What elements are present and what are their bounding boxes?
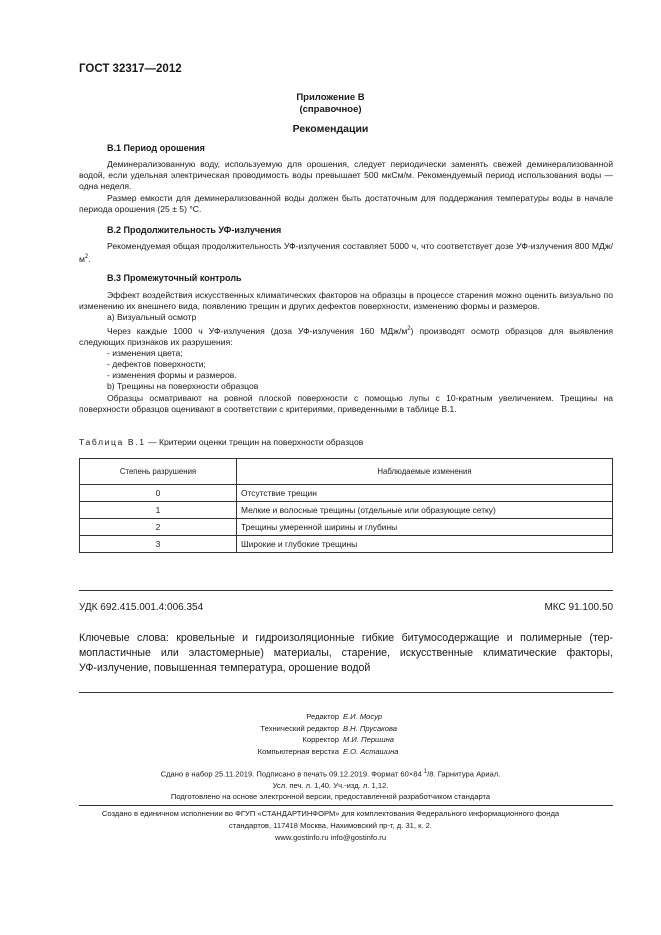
keywords-line-1: Ключевые слова: кровельные и гидроизоляционные гибкие битумосодержащие и полимерные (тер- — [79, 632, 613, 644]
mks-code: МКС 91.100.50 — [544, 602, 613, 613]
list-item: - изменения формы и размеров. — [107, 370, 237, 381]
printing-line-1: Сдано в набор 25.11.2019. Подписано в печать 09.12.2019. Формат 60×84 $^1$/8. Гарнитура Ариал. — [160, 769, 501, 779]
keywords-line-2: мопластичные или эластомерные) материалы, старение, искусственные климатические факторы, — [79, 647, 613, 659]
table-header-row — [80, 459, 613, 485]
section-b3-paragraph-1: Эффект воздействия искусственных климатических факторов на образцы в процессе старения можно оценить визуально по изменению их внешнего вида, появлению трещин и других дефектов поверхности, изменению формы и размеров. — [79, 290, 613, 312]
keywords — [79, 631, 613, 676]
section-b2-body — [79, 241, 613, 265]
publisher-line-2: стандартов, 117418 Москва, Нахимовский пр-т, д. 31, к. 2. — [229, 821, 432, 831]
section-b3-item-b: b) Трещины на поверхности образцов — [107, 381, 259, 392]
table-header-degree: Степень разрушения — [80, 459, 237, 485]
section-b3-title: В.3 Промежуточный контроль — [107, 273, 242, 283]
publisher-divider — [79, 805, 613, 806]
section-b3-paragraph-2: Через каждые 1000 ч УФ-излучения (доза УФ-излучения 160 МДж/$м^2$) производят осмотр образцов для выявления следующих признаков их разрушения: — [79, 325, 613, 347]
table-cell-degree: 2 — [80, 519, 237, 536]
section-b1-body — [79, 159, 613, 215]
table-cell-degree: 1 — [80, 502, 237, 519]
list-item: - дефектов поверхности; — [107, 359, 206, 370]
credit-line: Корректор М.И. Першина — [302, 735, 394, 745]
table-cell-changes: Трещины умеренной ширины и глубины — [237, 519, 613, 536]
footer-divider-top — [79, 590, 613, 591]
publisher-info — [0, 808, 661, 845]
table-row — [80, 502, 613, 519]
table-caption-label: Таблица В.1 — [79, 437, 146, 447]
criteria-table — [79, 458, 613, 553]
table-header-changes: Наблюдаемые изменения — [237, 459, 613, 485]
table-caption — [79, 437, 363, 447]
table-row — [80, 536, 613, 553]
printing-info — [0, 767, 661, 803]
section-b3-paragraph-3: Образцы осматривают на ровной плоской поверхности с помощью лупы с 10-кратным увеличением. Трещины на поверхности образцов оценивают в соответствии с критериями, приведенными в таблице В.1. — [79, 392, 613, 414]
list-item: - изменения цвета; — [107, 347, 183, 358]
keywords-line-3: УФ-излучение, повышенная температура, орошение водой — [79, 662, 371, 674]
credits — [0, 711, 661, 758]
table-cell-degree: 0 — [80, 485, 237, 502]
table-caption-text: — Критерии оценки трещин на поверхности образцов — [145, 437, 364, 447]
table-row — [80, 485, 613, 502]
table-cell-changes: Отсутствие трещин — [237, 485, 613, 502]
section-b1-paragraph-2: Размер емкости для деминерализованной воды должен быть достаточным для поддержания температуры воды в начале периода орошения (25 ± 5) °С. — [79, 192, 613, 214]
printing-line-2: Усл. печ. л. 1,40. Уч.-изд. л. 1,12. — [272, 780, 389, 790]
credit-line: Технический редактор В.Н. Прусакова — [260, 723, 397, 733]
section-b3-body — [79, 290, 613, 415]
credit-line: Редактор Е.И. Мосур — [306, 712, 383, 721]
appendix-subtitle: (справочное) — [299, 104, 362, 115]
credit-line: Компьютерная верстка Е.О. Асташина — [257, 747, 399, 757]
udk-code: УДК 692.415.001.4:006.354 — [79, 602, 204, 613]
appendix-title: Приложение В — [296, 92, 365, 103]
document-id: ГОСТ 32317—2012 — [79, 63, 182, 75]
publisher-line-1: Создано в единичном исполнении во ФГУП «СТАНДАРТИНФОРМ» для комплектования Федерального информационного фонда — [101, 809, 560, 818]
publisher-line-3: www.gostinfo.ru info@gostinfo.ru — [274, 833, 387, 843]
printing-line-3: Подготовлено на основе электронной версии, предоставленной разработчиком стандарта — [170, 792, 491, 802]
table-cell-changes: Мелкие и волосные трещины (отдельные или образующие сетку) — [237, 502, 613, 519]
footer-divider-bottom — [79, 692, 613, 693]
table-cell-degree: 3 — [80, 536, 237, 553]
section-b3-item-a: а) Визуальный осмотр — [107, 312, 197, 323]
table-cell-changes: Широкие и глубокие трещины — [237, 536, 613, 553]
table-row — [80, 519, 613, 536]
section-b2-paragraph-1: Рекомендуемая общая продолжительность УФ-излучения составляет 5000 ч, что соответствует дозе УФ-излучения 800 МДж/$м^2$. — [79, 241, 613, 265]
appendix-heading: Рекомендации — [292, 123, 369, 135]
section-b1-paragraph-1: Деминерализованную воду, используемую для орошения, следует периодически заменять свежей деминерализованной водой, если удельная электрическая проводимость воды превышает 500 мкСм/м. Рекомендуемый период использования воды — одна неделя. — [79, 159, 613, 192]
section-b2-title: В.2 Продолжительность УФ-излучения — [107, 225, 282, 235]
section-b1-title: В.1 Период орошения — [107, 143, 205, 153]
